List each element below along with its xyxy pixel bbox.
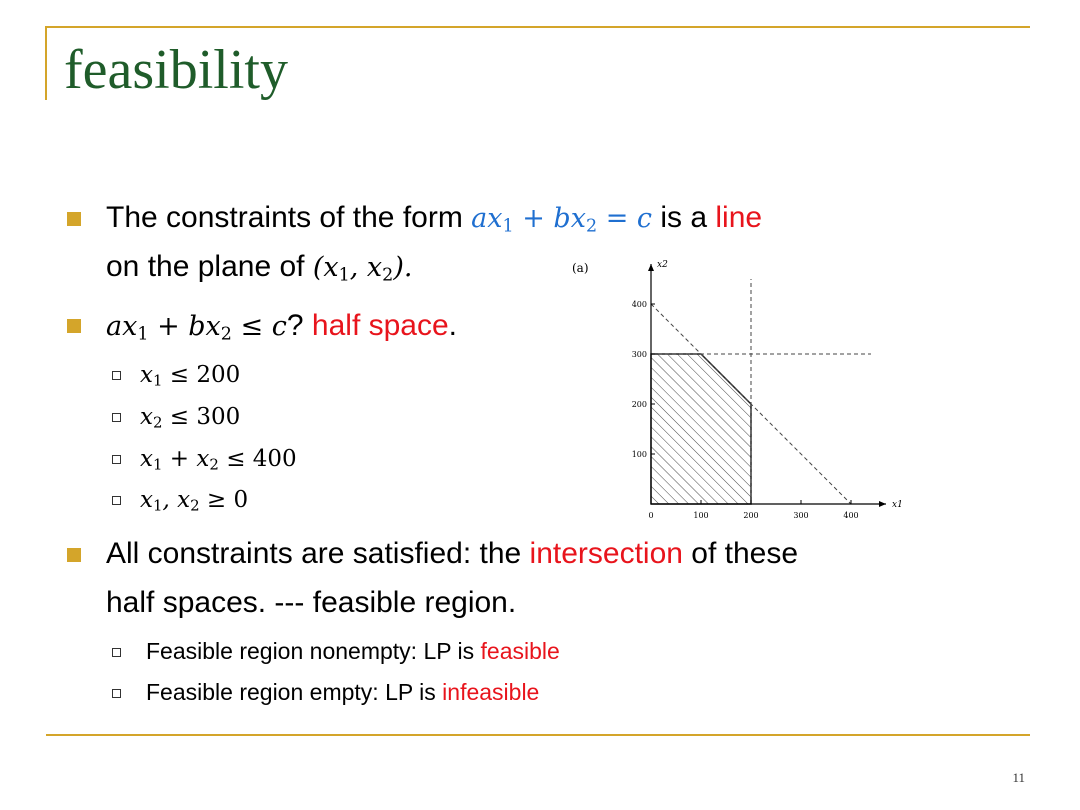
math-term: ax	[106, 311, 138, 342]
math-sub: 1	[338, 265, 350, 286]
y-tick-label: 300	[631, 350, 647, 359]
math-sub: 1	[152, 371, 163, 390]
x-tick-label: 400	[843, 511, 859, 520]
highlight-infeasible: infeasible	[442, 679, 540, 705]
math-term: x	[140, 404, 153, 430]
x-tick-label: 0	[648, 511, 654, 520]
y-axis-arrow	[648, 264, 654, 271]
sub-bullet-marker	[112, 496, 121, 505]
slide-title: feasibility	[64, 39, 288, 101]
text: Feasible region empty: LP is	[146, 679, 443, 705]
plane-math	[312, 252, 413, 286]
math-term: + bx	[148, 311, 221, 342]
title-left-rule	[45, 26, 47, 100]
highlight-intersection: intersection	[529, 537, 683, 570]
bullet-marker	[67, 212, 81, 226]
feasible-region	[651, 354, 751, 504]
text: is a	[652, 201, 716, 234]
sub-bullet-marker	[112, 413, 121, 422]
text: The constraints of the form	[106, 201, 472, 234]
math-term: x	[140, 446, 153, 472]
math-term: ).	[393, 252, 413, 283]
text: on the plane of	[106, 250, 313, 283]
title-top-rule	[46, 26, 1030, 28]
bullet-line-3b: half spaces. --- feasible region.	[106, 586, 517, 619]
math-sub: 2	[585, 216, 598, 237]
inequality-math	[106, 311, 287, 345]
math-term: ≤ 400	[218, 446, 297, 472]
math-term: ≥ 0	[199, 487, 249, 513]
bullet-line-2	[106, 308, 457, 352]
constraint-1	[140, 360, 240, 395]
math-sub: 1	[502, 216, 514, 237]
math-term: ≤ 200	[162, 362, 241, 388]
math-sub: 2	[220, 324, 232, 345]
x-axis-arrow	[879, 501, 886, 507]
text: All constraints are satisfied: the	[106, 537, 530, 570]
constraint-3	[140, 444, 297, 479]
math-term: (x	[312, 252, 339, 283]
constraint-2	[140, 402, 240, 437]
sub-bullet-marker	[112, 689, 121, 698]
bullet-marker	[67, 548, 81, 562]
y-tick-label: 100	[631, 450, 647, 459]
text: .	[448, 309, 458, 342]
bullet-line-1b	[106, 249, 412, 293]
math-sub: 2	[382, 265, 394, 286]
math-sub: 1	[137, 324, 149, 345]
math-term: , x	[162, 487, 191, 513]
y-tick-label: 200	[631, 400, 647, 409]
math-sub: 2	[209, 455, 219, 474]
math-term: x	[140, 487, 153, 513]
x-tick-label: 100	[693, 511, 709, 520]
note-feasible	[146, 637, 560, 665]
sub-bullet-marker	[112, 455, 121, 464]
math-sub: 1	[152, 455, 163, 474]
math-sub: 2	[190, 496, 200, 515]
math-term: x	[140, 362, 153, 388]
bullet-line-1	[106, 200, 762, 244]
bullet-line-3	[106, 536, 798, 572]
feasible-region-chart	[568, 255, 928, 535]
equation-line	[471, 203, 653, 237]
x-axis-label: x1	[892, 500, 903, 510]
text: of these	[682, 537, 799, 570]
highlight-half-space: half space	[311, 309, 449, 342]
math-term: ≤ c	[231, 311, 287, 342]
math-term: , x	[349, 252, 383, 283]
text: Feasible region nonempty: LP is	[146, 638, 481, 664]
page-number: 11	[1012, 770, 1025, 785]
sub-bullet-marker	[112, 371, 121, 380]
constraint-4	[140, 485, 248, 520]
math-term: + x	[162, 446, 210, 472]
y-axis-label: x2	[657, 260, 668, 270]
highlight-line: line	[715, 201, 763, 234]
y-tick-label: 400	[631, 300, 647, 309]
x-tick-label: 300	[793, 511, 809, 520]
math-sub: 2	[152, 413, 163, 432]
note-infeasible	[146, 678, 539, 706]
sub-bullet-marker	[112, 648, 121, 657]
x-tick-label: 200	[743, 511, 759, 520]
text: ?	[286, 309, 312, 342]
footer-rule	[46, 734, 1030, 736]
highlight-feasible: feasible	[480, 638, 560, 664]
math-term: = c	[597, 203, 653, 234]
math-term: ax	[471, 203, 503, 234]
math-term: + bx	[513, 203, 586, 234]
bullet-marker	[67, 319, 81, 333]
math-sub: 1	[152, 496, 163, 515]
math-term: ≤ 300	[162, 404, 241, 430]
panel-label: (a)	[572, 261, 589, 275]
